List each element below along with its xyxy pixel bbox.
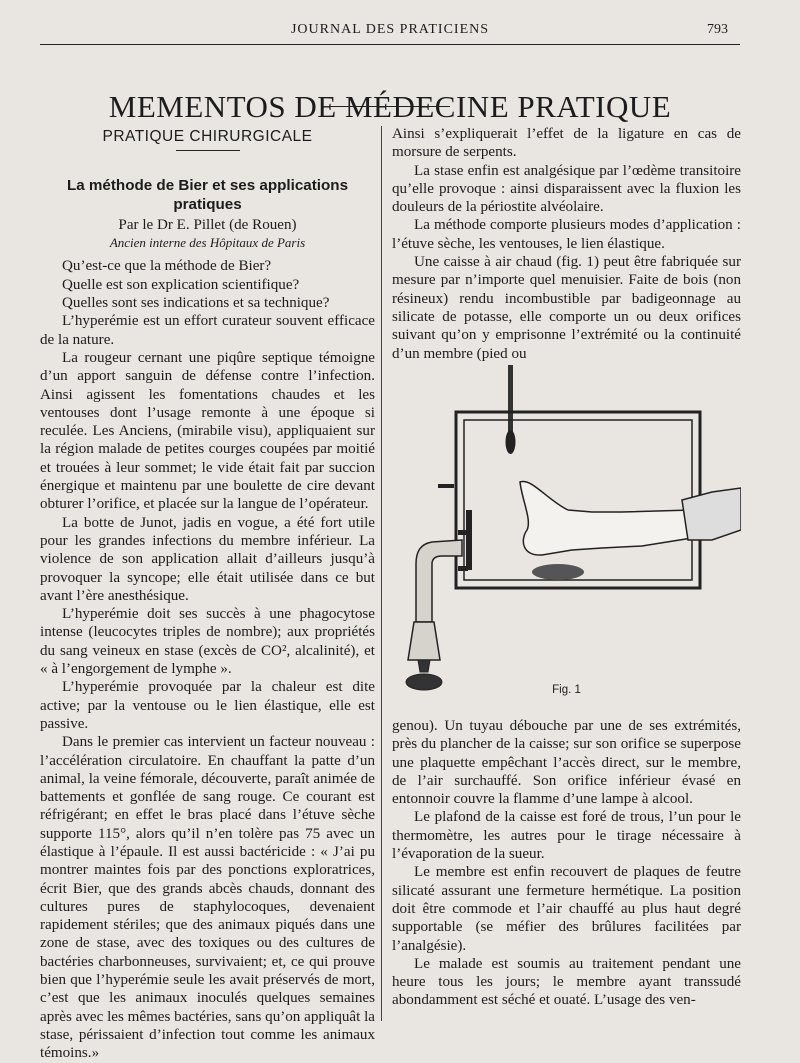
paragraph: Le plafond de la caisse est foré de trous, l’un pour le thermomètre, les autres pour le tirage nécessaire à l’évaporation de la sueur. xyxy=(392,809,741,863)
paragraph: La méthode comporte plusieurs modes d’application : l’étuve sèche, les ventouses, le lien élastique. xyxy=(392,217,741,252)
paragraph: La botte de Junot, jadis en vogue, a été fort utile pour les grandes infections du membre inférieur. La violence de son application allait d’ailleurs jusqu’à provoquer la syncope; elle était utilisée dans ce but avant l’ère anesthésique. xyxy=(40,514,375,604)
figure-caption: Fig. 1 xyxy=(552,684,581,696)
paragraph: Dans le premier cas intervient un facteur nouveau : l’accélération circulatoire. En chauffant la patte d’un animal, la veine fémorale, découverte, paraît animée de battements et gonflée de sang rouge. Ce courant est réfrigérant; en effet le bras placé dans l’étuve sèche supporte 115°, alors qu’il n’en tolère pas 75 avec un élastique à l’épaule. Il est aussi bactéricide : « J’ai pu montrer maintes fois par des ponctions exploratrices, écrit Bier, que des grands abcès chauds, donnant des cultures pures de staphylocoques, devenaient rapidement stériles; que des animaux piqués dans une zone de stase, avec des toxiques ou des cultures de bactéries charbonneuses, survivaient; et, ce qui prouve bien que l’hyperémie seule les avait préservés de mort, c’est que les animaux inoculés quelques semaines après avec les mêmes bactéries, sans qu’on appliquât la stase, périssaient d’infection tout comme les animaux témoins.» xyxy=(40,734,375,1062)
paragraph: Qu’est-ce que la méthode de Bier? xyxy=(62,258,272,275)
paragraph: La rougeur cernant une piqûre septique témoigne d’un apport sanguin de défense contre l’infection. Ainsi agissent les fomentations chaudes et les ventouses dont l’usage remonte à une époque si reculée. Les Anciens, (mirabile visu), appliquaient sur la région malade de petites courges coupées par moitié et trouées à leur sommet; le vide était fait par succion énergique et maintenu par une boulette de cire devant obturer l’orifice, et placée sur la langue de l’opérateur. xyxy=(40,349,375,513)
section-heading: PRATIQUE CHIRURGICALE xyxy=(102,128,313,145)
patient-leg xyxy=(520,482,741,556)
paragraph: L’hyperémie provoquée par la chaleur est dite active; par la ventouse ou le lien élastique, elle est passive. xyxy=(40,679,375,732)
article-affiliation: Ancien interne des Hôpitaux de Paris xyxy=(109,235,306,251)
paragraph: Quelles sont ses indications et sa technique? xyxy=(62,295,330,312)
right-column-top xyxy=(392,125,741,363)
hot-air-box xyxy=(456,412,700,588)
paragraph: Quelle est son explication scientifique? xyxy=(62,276,300,293)
hot-air-box-illustration xyxy=(392,360,741,710)
article-byline: Par le Dr E. Pillet (de Rouen) xyxy=(118,216,297,233)
paragraph: Ainsi s’expliquerait l’effet de la ligature en cas de morsure de serpents. xyxy=(392,126,741,161)
paragraph: Le membre est enfin recouvert de plaques de feutre silicaté assurant une fermeture hermétique. La position doit être commode et l’air chauffé au plus haut degré supportable (se méfier des brûlures facilitées par l’analgésie). xyxy=(392,864,741,954)
page-number: 793 xyxy=(707,22,728,37)
paragraph: L’hyperémie est un effort curateur souvent efficace de la nature. xyxy=(40,313,375,348)
paragraph: La stase enfin est analgésique par l’œdème transitoire qu’elle provoque : ainsi disparaissent avec la fluxion les douleurs de la périostite alvéolaire. xyxy=(392,162,741,216)
paragraph: L’hyperémie doit ses succès à une phagocytose intense (leucocytes triples de nombre); aux propriétés du sang veineux en stase (excès de CO², alcalinité), et « à l’engorgement de lymphe ». xyxy=(40,606,375,678)
running-title: JOURNAL DES PRATICIENS xyxy=(290,22,490,37)
column-divider xyxy=(381,126,382,1021)
heating-pipe xyxy=(408,540,462,660)
paragraph: Une caisse à air chaud (fig. 1) peut être fabriquée sur mesure par n’importe quel menuisier. Faite de bois (non résineux) rendu incombustible par badigeonnage au silicate de potasse, elle comporte un ou deux orifices suivant qu’on y emprisonne l’extrémité ou la continuité d’un membre (pied ou xyxy=(392,254,741,362)
right-column-bottom xyxy=(392,717,741,1010)
paragraph: Le malade est soumis au traitement pendant une heure tous les jours; le membre ayant transsudé abondamment est séché et ouaté. L’usage des ven- xyxy=(392,955,741,1009)
left-column xyxy=(40,122,375,1063)
running-header xyxy=(40,18,740,45)
section-rule xyxy=(176,150,240,151)
paragraph: genou). Un tuyau débouche par une de ses extrémités, près du plancher de la caisse; sur son orifice se superpose une plaquette empêchant l’accès direct, sur le membre, de l’air surchauffé. Son orifice inférieur évasé en entonnoir couvre la flamme d’une lampe à alcool. xyxy=(392,718,741,808)
main-title: MEMENTOS DE MÉDECINE PRATIQUE xyxy=(108,88,672,124)
thermometer-icon xyxy=(506,365,516,454)
article-title: La méthode de Bier et ses applications pratiques xyxy=(66,177,349,213)
felt-pad xyxy=(532,564,584,580)
title-rule xyxy=(330,106,450,107)
